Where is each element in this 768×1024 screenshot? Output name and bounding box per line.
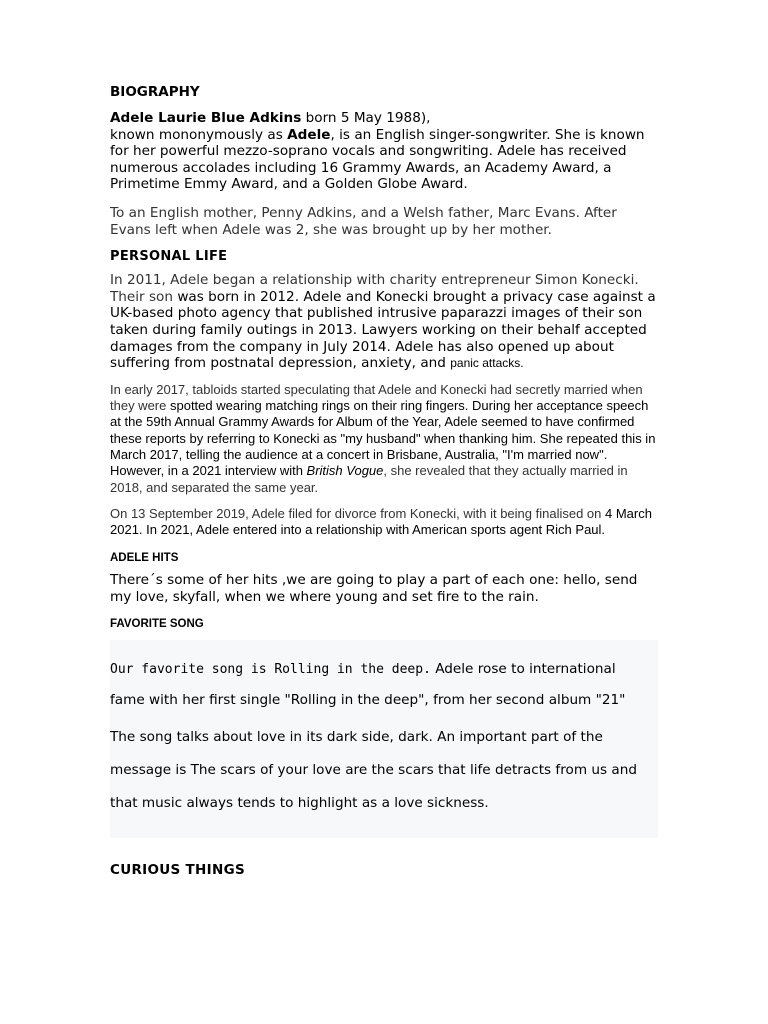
- birth-date: born 5 May 1988),: [301, 110, 431, 126]
- personal-paragraph-3: [110, 506, 660, 539]
- personal-p2-start: In early 2017, tabloids started speculating that Adele and Konecki had secretly married when they were: [110, 381, 643, 414]
- hits-paragraph: There´s some of her hits ,we are going to play a part of each one: hello, send my love, skyfall, when we where young and set fire to the rain.: [110, 572, 638, 605]
- known-as-prefix: known mononymously as: [110, 126, 288, 143]
- biography-intro: [110, 110, 660, 193]
- personal-p1-middle: was born in 2012. Adele and Konecki brought a privacy case against a UK-based photo agency that published intrusive paparazzi images of their son taken during family outings in 2013. Lawyers working on their behalf accepted damages from the company in July 2014. Adele has also opened up about suffering from postnatal depression, anxiety, and: [110, 288, 656, 372]
- personal-p1-start: In 2011, Adele began a relationship with charity entrepreneur Simon Konecki. Their son: [110, 272, 639, 305]
- favorite-song-line-1: [110, 654, 658, 685]
- british-vogue: British Vogue: [306, 463, 384, 479]
- stage-name: Adele: [287, 126, 331, 143]
- favorite-song-code-text: Our favorite song is Rolling in the deep.: [110, 661, 431, 677]
- curious-things-heading: CURIOUS THINGS: [110, 861, 245, 878]
- personal-p1-end: panic attacks.: [450, 356, 524, 371]
- full-name: Adele Laurie Blue Adkins: [110, 110, 302, 126]
- personal-p2-middle: spotted wearing matching rings on their ring fingers. During her acceptance speech at the 59th Annual Grammy Awards for Album of the Year, Adele seemed to have confirmed these reports by referring to Konecki as "my husband" when thanking him. She repeated this in March 2017, telling the audience at a concert in Brisbane, Australia, "I'm married now". However, in a 2021 interview with: [110, 398, 656, 479]
- parents-paragraph: To an English mother, Penny Adkins, and a Welsh father, Marc Evans. After Evans left when Adele was 2, she was brought up by her mother.: [110, 204, 617, 238]
- biography-heading: BIOGRAPHY: [110, 84, 200, 100]
- personal-paragraph-2: [110, 382, 660, 496]
- favorite-song-line-1-rest: Adele rose to international: [430, 660, 616, 677]
- personal-life-heading: PERSONAL LIFE: [110, 249, 228, 265]
- personal-paragraph-1: [110, 272, 660, 372]
- favorite-song-heading: FAVORITE SONG: [110, 617, 204, 630]
- favorite-song-box: [110, 640, 658, 838]
- adele-hits-heading: ADELE HITS: [110, 552, 179, 565]
- document-content: [110, 84, 660, 878]
- favorite-song-line-2: fame with her first single "Rolling in the deep", from her second album "21": [110, 691, 626, 708]
- personal-p2-end: , she revealed that they actually married in 2018, and separated the same year.: [110, 463, 628, 495]
- biography-summary: , is an English singer-songwriter. She is known for her powerful mezzo-soprano vocals and songwriting. Adele has received numerous accolades including 16 Grammy Awards, an Academy Award, a Primetime Emmy Award, and a Golden Globe Award.: [110, 126, 645, 193]
- favorite-song-paragraph: The song talks about love in its dark side, dark. An important part of the message is The scars of your love are the scars that life detracts from us and that music always tends to highlight as a love sickness.: [110, 728, 637, 811]
- personal-p3-start: On 13 September 2019, Adele filed for divorce from Konecki, with it being finalised on: [110, 505, 606, 521]
- personal-p3-end: 4 March 2021. In 2021, Adele entered into a relationship with American sports agent Rich Paul.: [110, 505, 652, 538]
